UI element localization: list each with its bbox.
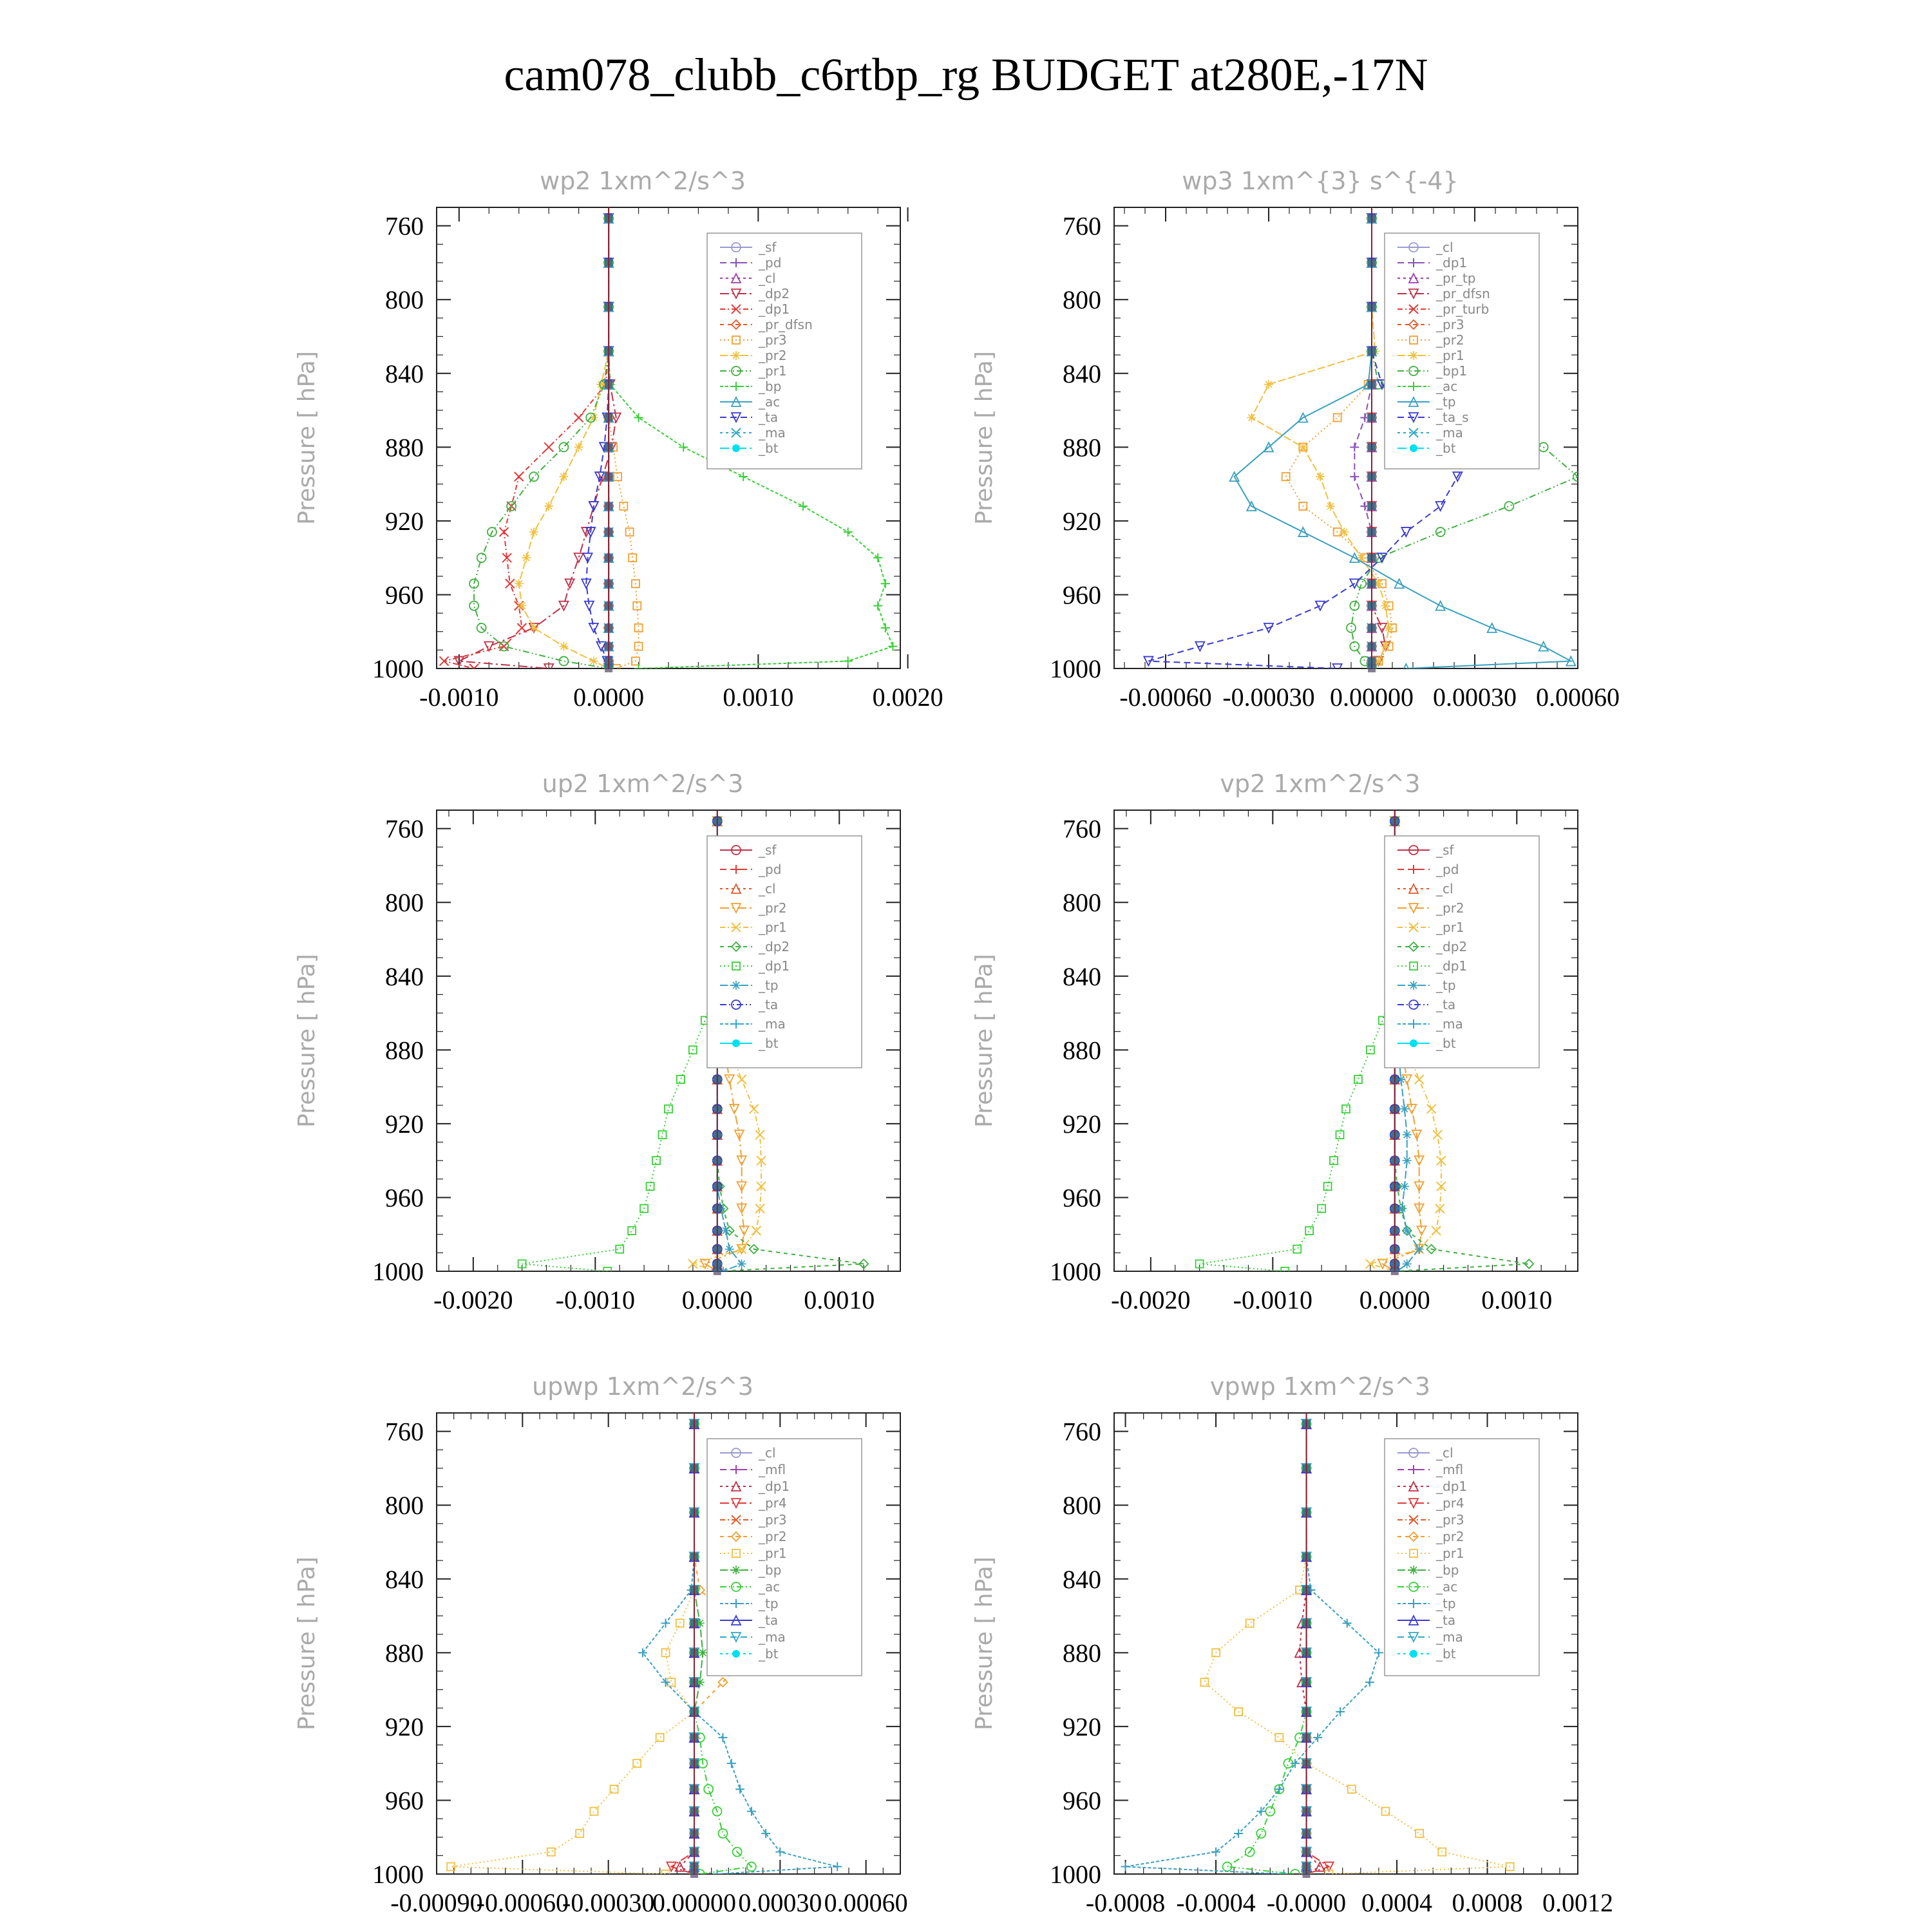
y-tick-label: 800 [385,285,424,315]
panel-3 [294,770,900,1314]
y-tick-label: 960 [1063,580,1101,610]
x-tick-label: -0.0008 [1085,1888,1166,1917]
legend-label: _pd [759,255,782,270]
series-line [1126,1424,1379,1874]
x-tick-label: 0.00000 [1330,683,1414,712]
data-point [656,1734,664,1741]
data-point [1354,1075,1362,1083]
panel-2 [971,167,1620,712]
y-axis-label: Pressure [ hPa] [294,351,320,525]
x-tick-label: -0.0010 [1233,1285,1312,1314]
legend-label: _cl [759,270,776,286]
data-point [517,601,526,611]
legend-label: _pr1 [759,1546,787,1561]
legend-label: _bt [759,1646,779,1662]
legend-label: _cl [759,881,776,896]
y-tick-label: 800 [385,1491,424,1520]
series-dp1 [440,214,613,673]
panel-title: up2 1xm^2/s^3 [542,770,744,798]
legend-label: _pr3 [759,332,787,348]
legend-marker [1409,1566,1418,1575]
legend-marker [732,1650,740,1658]
y-tick-label: 920 [385,1109,424,1139]
y-tick-label: 840 [1063,359,1101,388]
legend [707,233,862,469]
data-point [440,657,449,666]
legend-label: _cl [1436,881,1454,896]
series-dp1 [1196,817,1399,1275]
x-tick-label: 0.00060 [1536,683,1620,712]
data-point [799,502,808,511]
data-point [1381,642,1390,651]
data-point [515,472,524,481]
legend-marker [732,351,741,360]
data-point [1305,1227,1313,1235]
data-point [529,527,538,536]
x-tick-label: -0.00030 [562,1888,655,1917]
data-point [1381,601,1390,611]
x-tick-label: 0.0008 [1452,1888,1523,1917]
y-axis-label: Pressure [ hPa] [294,954,320,1128]
y-tick-label: 920 [385,506,424,536]
data-point [665,1105,672,1113]
x-tick-label: 0.00000 [652,1888,736,1917]
data-point [1265,1807,1274,1816]
y-tick-label: 1000 [1050,1257,1101,1286]
data-point [881,579,890,588]
y-tick-label: 920 [1063,1712,1101,1741]
legend-label: _pr3 [759,1512,787,1528]
data-point [1348,1785,1356,1793]
legend-label: _dp2 [759,286,790,301]
data-point [1433,1130,1442,1139]
x-tick-label: 0.0000 [573,683,645,712]
y-tick-label: 920 [1063,506,1101,536]
data-point [833,1862,842,1871]
legend-label: _bt [759,1036,779,1051]
legend-label: _ac [759,394,781,410]
x-tick-label: -0.0000 [1266,1888,1347,1917]
series-line [522,821,717,1271]
y-tick-label: 760 [385,814,424,844]
legend-label: _dp1 [1436,255,1468,270]
panel-1 [294,167,943,712]
panel-title: vpwp 1xm^2/s^3 [1209,1372,1431,1401]
data-point [469,601,478,611]
legend-label: _bp [759,1562,782,1578]
y-axis-label: Pressure [ hPa] [971,954,998,1128]
y-tick-label: 840 [1063,1564,1101,1594]
data-point [721,1226,730,1235]
legend-label: _dp1 [759,1479,790,1494]
legend-label: _pd [1436,862,1459,877]
legend-label: _bp [1436,1562,1459,1578]
y-tick-label: 960 [385,1183,424,1213]
y-tick-label: 800 [1063,285,1101,315]
y-tick-label: 960 [385,1786,424,1815]
y-tick-label: 960 [1063,1786,1101,1815]
legend-label: _dp1 [1436,958,1468,974]
data-point [1385,623,1394,632]
legend-marker [1410,1650,1417,1658]
x-tick-label: -0.00060 [1119,683,1212,712]
panel-title: upwp 1xm^2/s^3 [532,1372,753,1401]
legend-label: _bt [1436,1646,1456,1662]
legend-label: _ta_s [1436,410,1469,425]
data-point [1246,1619,1254,1627]
y-tick-label: 960 [385,580,424,610]
y-tick-label: 800 [385,888,424,918]
x-tick-label: 0.0010 [723,683,794,712]
legend-label: _tp [759,1596,779,1611]
data-point [1211,1848,1220,1857]
legend-marker [732,981,741,990]
data-point [1275,1734,1283,1741]
series-line [1227,1424,1307,1874]
data-point [737,1245,746,1254]
y-tick-label: 840 [385,1564,424,1594]
x-tick-label: 0.0010 [1481,1285,1553,1314]
legend-label: _dp1 [1436,1479,1468,1494]
y-tick-label: 840 [385,961,424,991]
legend [1385,233,1539,469]
legend-label: _sf [1436,842,1454,858]
y-tick-label: 760 [1063,211,1101,241]
y-tick-label: 760 [1063,1417,1101,1446]
data-point [628,1227,636,1235]
x-tick-label: 0.0004 [1361,1888,1433,1917]
data-point [727,1759,736,1768]
y-tick-label: 880 [1063,433,1101,462]
data-point [1347,623,1356,632]
data-point [873,553,882,562]
legend-label: _ma [759,1629,786,1645]
data-point [559,472,568,481]
data-point [522,553,531,562]
x-tick-label: -0.0010 [555,1285,635,1314]
y-tick-label: 760 [385,211,424,241]
legend-label: _ac [759,1579,781,1595]
data-point [737,1075,746,1084]
data-point [1343,1618,1352,1627]
y-tick-label: 920 [385,1712,424,1741]
data-point [574,442,583,451]
data-point [529,623,538,632]
data-point [1316,472,1325,481]
data-point [873,601,882,611]
data-point [735,1785,744,1794]
y-tick-label: 1000 [1050,654,1101,683]
data-point [1415,1245,1424,1254]
legend-label: _ac [1436,379,1458,394]
data-point [1256,1829,1265,1838]
series-line [1200,821,1395,1271]
panel-4 [971,770,1578,1314]
series-pr1 [469,214,613,673]
series-dp1 [518,817,721,1275]
legend-label: _pr_tp [1436,270,1476,286]
y-tick-label: 800 [1063,888,1101,918]
legend-label: _ma [759,425,786,440]
legend-label: _pr2 [759,900,787,916]
legend-label: _cl [759,1445,776,1461]
series-tp [1121,1419,1383,1879]
legend-label: _pr2 [1436,1529,1464,1544]
legend-label: _pr4 [759,1495,787,1511]
legend [1385,1439,1539,1676]
panel-6 [971,1372,1613,1917]
y-tick-label: 760 [385,1417,424,1446]
x-tick-label: -0.00090 [390,1888,483,1917]
data-point [1279,1870,1288,1879]
y-tick-label: 880 [1063,1638,1101,1668]
data-point [881,623,890,632]
data-point [589,623,598,632]
series-pr2 [1282,214,1396,672]
legend-label: _pr3 [1436,1512,1464,1528]
x-tick-label: -0.00030 [1222,683,1315,712]
data-point [589,657,598,666]
legend-label: _dp2 [1436,939,1468,954]
legend-label: _ac [1436,1579,1458,1595]
y-tick-label: 960 [1063,1183,1101,1213]
legend-label: _bt [759,440,779,456]
data-point [844,527,853,536]
legend-label: _cl [1436,240,1454,255]
legend-label: _tp [1436,394,1456,410]
data-point [1403,1130,1412,1139]
data-point [559,642,568,651]
legend-label: _bp1 [1436,363,1468,379]
legend-label: _pr2 [1436,900,1464,916]
legend-label: _pr2 [759,348,787,363]
legend-label: _bp [759,379,782,394]
x-tick-label: -0.0004 [1176,1888,1256,1917]
y-tick-label: 1000 [1050,1860,1101,1889]
series-dp2 [455,214,621,673]
x-tick-label: 0.0000 [1359,1285,1430,1314]
legend [707,836,862,1068]
legend-label: _pr1 [759,363,787,379]
y-axis-label: Pressure [ hPa] [971,1557,998,1730]
x-tick-label: -0.00060 [476,1888,569,1917]
legend-marker [1410,1039,1417,1047]
x-tick-label: -0.0010 [419,683,499,712]
legend-label: _ta [1436,1613,1456,1628]
data-point [544,502,553,511]
data-point [559,442,568,451]
y-tick-label: 760 [1063,814,1101,844]
y-axis-label: Pressure [ hPa] [971,351,998,525]
y-tick-label: 880 [385,1638,424,1668]
data-point [1415,1075,1424,1084]
y-tick-label: 880 [385,433,424,462]
legend-label: _ma [1436,1016,1463,1032]
data-point [1350,442,1359,451]
figure-title: cam078_clubb_c6rtbp_rg BUDGET at280E,-17N [504,49,1428,100]
data-point [574,553,583,562]
y-tick-label: 840 [385,359,424,388]
data-point [1403,1156,1412,1165]
legend-label: _ta [759,997,779,1012]
legend-label: _pr1 [1436,1546,1464,1561]
y-tick-label: 840 [1063,961,1101,991]
y-tick-label: 800 [1063,1491,1101,1520]
legend-label: _pr2 [759,1529,787,1544]
x-tick-label: -0.0020 [1111,1285,1191,1314]
y-tick-label: 1000 [372,654,424,683]
series-line [451,1424,694,1874]
legend-label: _ma [759,1016,786,1032]
y-tick-label: 880 [1063,1036,1101,1065]
legend-label: _pr3 [1436,317,1464,332]
data-point [679,442,688,451]
legend-marker [732,1039,740,1047]
legend-label: _tp [759,978,779,993]
data-point [529,472,538,481]
data-point [1403,1260,1412,1269]
legend-label: _pd [759,862,782,877]
panel-title: wp3 1xm^{3} s^{-4} [1182,167,1459,195]
data-point [1121,1862,1130,1871]
x-tick-label: 0.0000 [681,1285,753,1314]
data-point [755,1130,764,1139]
legend-label: _bt [1436,1036,1456,1051]
data-point [662,1649,670,1656]
legend-label: _pr_dfsn [759,317,813,332]
legend-label: _mfl [759,1462,786,1477]
data-point [559,657,568,666]
data-point [1400,1182,1409,1191]
data-point [1504,502,1513,511]
data-point [1298,442,1307,451]
legend-label: _pr1 [759,920,787,935]
data-point [515,579,524,588]
legend-label: _pr4 [1436,1495,1464,1511]
legend-label: _tp [1436,1596,1456,1611]
data-point [634,413,643,422]
data-point [1247,413,1256,422]
legend-marker [1409,981,1418,990]
y-tick-label: 1000 [372,1257,424,1286]
legend-label: _dp1 [759,301,790,317]
legend-label: _sf [759,842,777,858]
y-axis-label: Pressure [ hPa] [294,1557,320,1730]
legend-label: _ta [759,1613,779,1628]
legend-marker [1409,351,1418,360]
data-point [1416,1830,1423,1837]
panel-grid [294,167,1620,1917]
legend-label: _ta [1436,997,1456,1012]
data-point [1334,413,1341,421]
data-point [698,1648,707,1657]
data-point [725,1245,734,1254]
legend-label: _ma [1436,1629,1463,1645]
legend-label: _pr2 [1436,332,1464,348]
data-point [626,528,634,536]
data-point [737,1260,746,1269]
x-tick-label: 0.0012 [1542,1888,1613,1917]
series-pr2 [515,214,613,673]
x-tick-label: 0.00060 [824,1888,908,1917]
y-tick-label: 920 [1063,1109,1101,1139]
legend-marker [732,1566,741,1575]
series-ac [1223,1419,1311,1879]
data-point [888,642,897,651]
legend-marker [732,444,740,452]
legend-label: _mfl [1436,1462,1464,1477]
data-point [761,1829,770,1838]
legend-label: _ta [759,410,779,425]
data-point [1200,1678,1208,1686]
data-point [576,1830,583,1837]
legend-label: _bt [1436,440,1456,456]
x-tick-label: 0.00030 [738,1888,822,1917]
legend-label: _tp [1436,978,1456,993]
panel-title: wp2 1xm^2/s^3 [540,167,746,195]
legend-label: _pr_dfsn [1436,286,1490,301]
legend-label: _dp1 [759,958,790,974]
series-pr1 [447,1420,698,1878]
x-tick-label: 0.0020 [872,683,943,712]
data-point [1400,1104,1409,1113]
legend-label: _sf [759,240,777,255]
data-point [1403,1226,1412,1235]
data-point [500,527,509,536]
x-tick-label: -0.0020 [433,1285,513,1314]
data-point [844,657,853,666]
panel-5 [294,1372,908,1917]
data-point [1326,502,1335,511]
data-point [1340,527,1349,536]
legend [1385,836,1539,1068]
data-point [718,1829,727,1838]
data-point [1427,1104,1436,1113]
x-tick-label: 0.00030 [1433,683,1517,712]
panel-title: vp2 1xm^2/s^3 [1220,770,1421,798]
legend-label: _ma [1436,425,1463,440]
legend [707,1439,862,1676]
data-point [1342,1105,1350,1113]
data-point [544,442,553,451]
legend-label: _cl [1436,1445,1454,1461]
legend-label: _pr1 [1436,348,1464,363]
y-tick-label: 1000 [372,1860,424,1889]
data-point [590,1808,598,1815]
data-point [677,1075,685,1083]
data-point [750,1104,759,1113]
legend-label: _dp2 [759,939,790,954]
data-point [739,472,748,481]
legend-marker [1410,444,1417,452]
data-point [1264,380,1273,389]
data-point [1350,472,1359,481]
x-tick-label: 0.0010 [804,1285,875,1314]
legend-label: _pr1 [1436,920,1464,935]
legend-label: _pr_turb [1436,301,1490,317]
data-point [704,1785,713,1794]
data-point [747,1807,756,1816]
data-point [574,413,583,422]
y-tick-label: 880 [385,1036,424,1065]
